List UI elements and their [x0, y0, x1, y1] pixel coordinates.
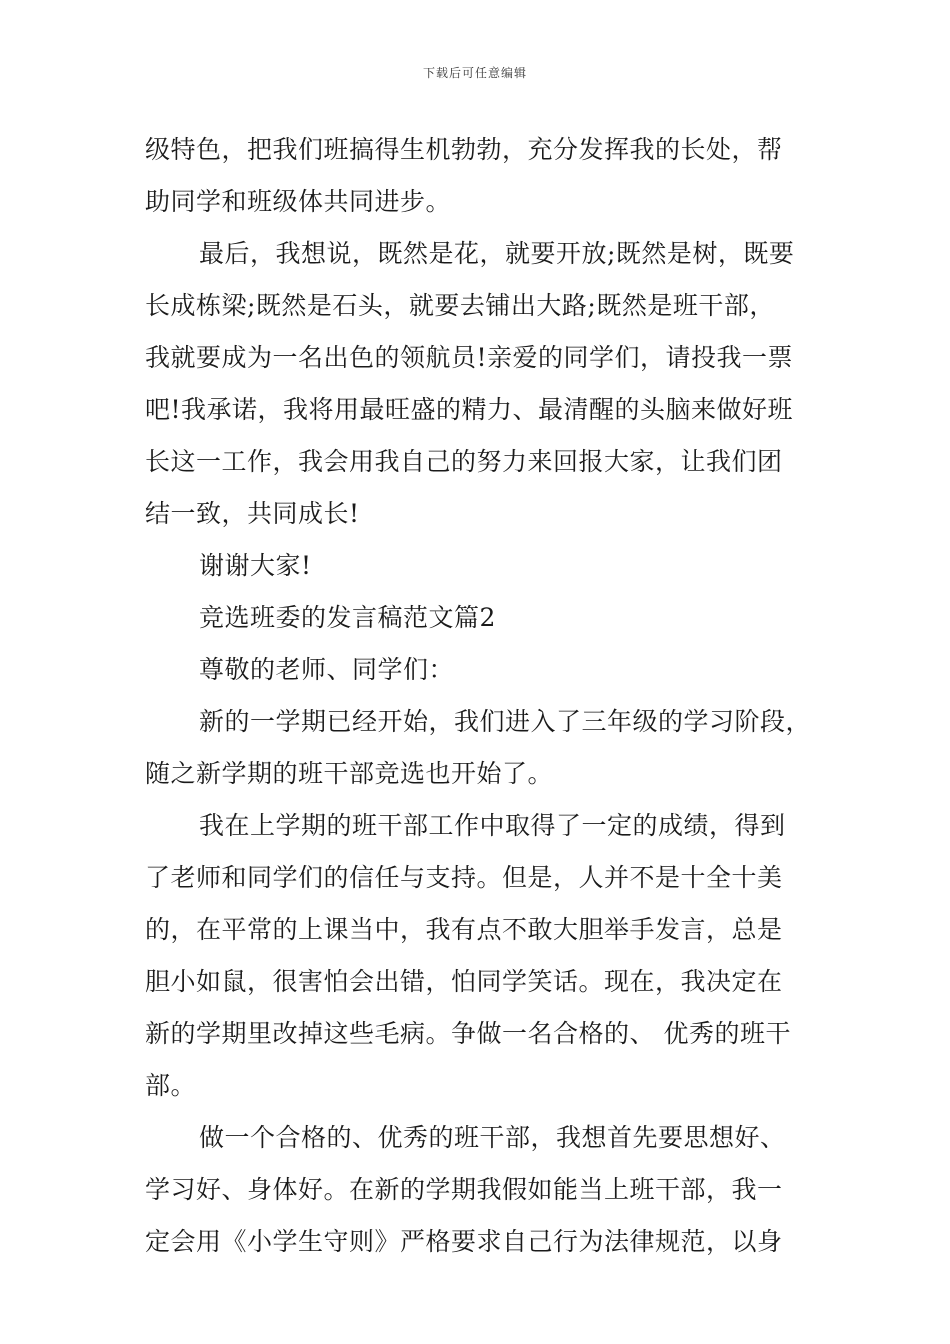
text-line: 部。: [145, 1071, 197, 1100]
document-body: [145, 124, 825, 1268]
text-line: 新的一学期已经开始，我们进入了三年级的学习阶段，: [199, 707, 812, 736]
text-line: 了老师和同学们的信任与支持。但是，人并不是十全十美: [145, 863, 783, 892]
text-line: 最后，我想说，既然是花，就要开放;既然是树，既要: [199, 239, 795, 268]
text-line: 结一致，共同成长!: [145, 499, 360, 528]
text-line: 级特色，把我们班搞得生机勃勃，充分发挥我的长处，帮: [145, 135, 783, 164]
text-line: 定会用《小学生守则》严格要求自己行为法律规范，以身: [145, 1227, 783, 1256]
text-line: 我就要成为一名出色的领航员!亲爱的同学们，请投我一票: [145, 343, 794, 372]
text-line: 的，在平常的上课当中，我有点不敢大胆举手发言，总是: [145, 915, 783, 944]
text-line: 学习好、身体好。在新的学期我假如能当上班干部，我一: [145, 1175, 783, 1204]
text-line: 新的学期里改掉这些毛病。争做一名合格的、 优秀的班干: [145, 1019, 791, 1048]
text-line: 胆小如鼠，很害怕会出错，怕同学笑话。现在，我决定在: [145, 967, 783, 996]
text-line: 我在上学期的班干部工作中取得了一定的成绩，得到: [199, 811, 786, 840]
salutation: 尊敬的老师、同学们：: [199, 655, 455, 684]
text-line: 做一个合格的、优秀的班干部，我想首先要思想好、: [199, 1123, 786, 1152]
page-header: 下载后可任意编辑: [422, 66, 527, 80]
text-line: 长这一工作，我会用我自己的努力来回报大家，让我们团: [145, 447, 783, 476]
text-line: 随之新学期的班干部竞选也开始了。: [145, 759, 554, 788]
text-line: 长成栋梁;既然是石头，就要去铺出大路;既然是班干部，: [145, 291, 775, 320]
text-line: 助同学和班级体共同进步。: [145, 187, 452, 216]
section-title: 竞选班委的发言稿范文篇2: [199, 603, 496, 632]
text-line: 谢谢大家!: [199, 551, 312, 580]
text-line: 吧!我承诺，我将用最旺盛的精力、最清醒的头脑来做好班: [145, 395, 794, 424]
